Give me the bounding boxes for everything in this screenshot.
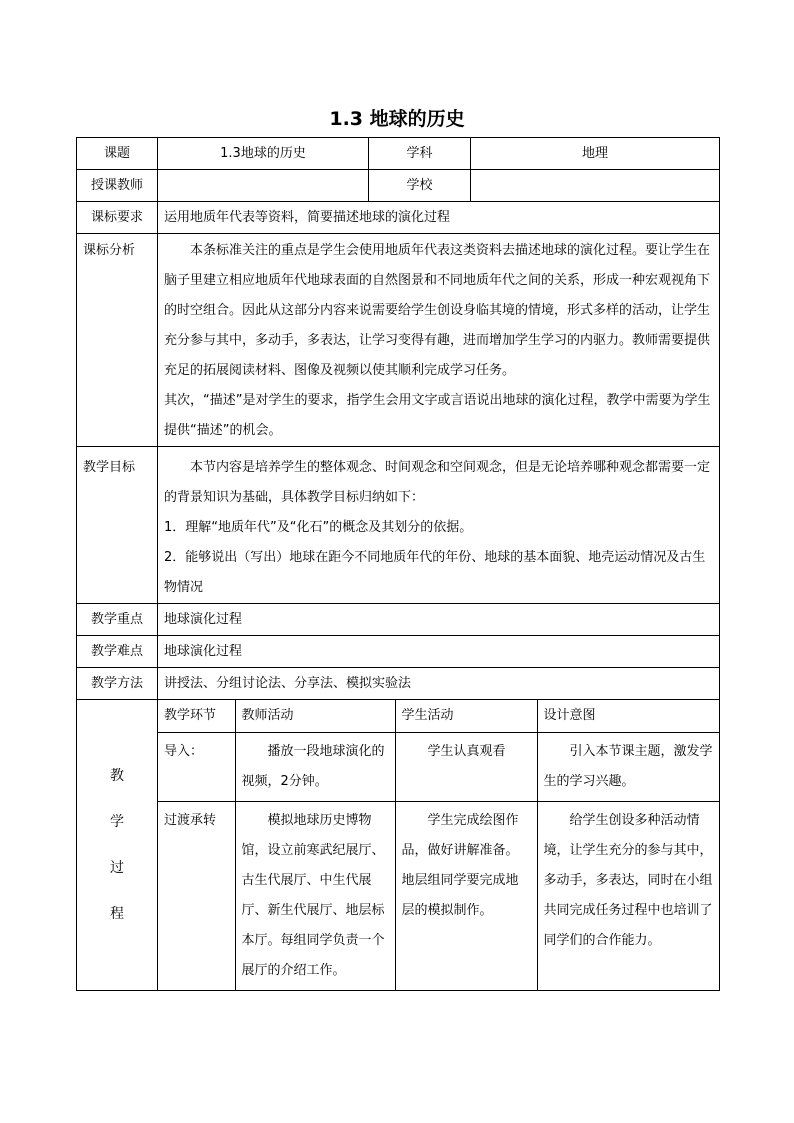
goals-item-2: 2．能够说出（写出）地球在距今不同地质年代的年份、地球的基本面貌、地壳运动情况及古生物情况 — [164, 550, 706, 595]
lesson-plan-table — [76, 137, 720, 991]
goals-label: 教学目标 — [77, 447, 158, 604]
analysis-paragraph-1: 本条标准关注的重点是学生会使用地质年代表这类资料去描述地球的演化过程。要让学生在脑子里建立相应地质年代地球表面的自然图景和不同地质年代之间的关系，形成一种宏观视角下的时空组合。因此从这部分内容来说需要给学生创设身临其境的情境，形式多样的活动，让学生充分参与其中，多动手，多表达，让学习变得有趣，进而增加学生学习的内驱力。教师需要提供充足的拓展阅读材料、图像及视频以使其顺利完成学习任务。 — [164, 243, 711, 378]
process-label-char-1: 教 — [110, 768, 124, 784]
difficulty-label: 教学难点 — [77, 636, 158, 668]
step-1-student: 学生认真观看 — [395, 733, 537, 802]
difficulty-value: 地球演化过程 — [158, 636, 720, 668]
goals-item-1: 1．理解“地质年代”及“化石”的概念及其划分的依据。 — [164, 520, 473, 535]
subject-label: 学科 — [369, 138, 471, 170]
topic-label: 课题 — [77, 138, 158, 170]
key-value: 地球演化过程 — [158, 604, 720, 636]
process-label-char-2: 学 — [110, 814, 124, 830]
standard-label: 课标要求 — [77, 202, 158, 234]
step-1-intent: 引入本节课主题，激发学生的学习兴趣。 — [537, 733, 720, 802]
process-cell — [158, 700, 720, 991]
process-table — [158, 700, 720, 990]
school-label: 学校 — [369, 170, 471, 202]
analysis-cell — [158, 234, 720, 447]
process-header-student: 学生活动 — [395, 700, 537, 733]
method-value: 讲授法、分组讨论法、分享法、模拟实验法 — [158, 668, 720, 700]
analysis-label: 课标分析 — [77, 234, 158, 447]
process-header-teacher: 教师活动 — [235, 700, 395, 733]
key-label: 教学重点 — [77, 604, 158, 636]
step-2-teacher: 模拟地球历史博物馆，设立前寒武纪展厅、古生代展厅、中生代展厅、新生代展厅、地层标本厅。每组同学负责一个展厅的介绍工作。 — [235, 802, 395, 991]
process-label-char-3: 过 — [110, 860, 124, 876]
document-title: 1.3 地球的历史 — [329, 108, 465, 130]
process-header-intent: 设计意图 — [537, 700, 720, 733]
standard-value: 运用地质年代表等资料，简要描述地球的演化过程 — [158, 202, 720, 234]
process-header-stage: 教学环节 — [158, 700, 235, 733]
method-label: 教学方法 — [77, 668, 158, 700]
process-label — [77, 700, 158, 991]
analysis-paragraph-2: 其次，“描述”是对学生的要求，指学生会用文字或言语说出地球的演化过程，教学中需要为学生提供“描述”的机会。 — [164, 393, 711, 438]
subject-value: 地理 — [471, 138, 720, 170]
step-2-stage: 过渡承转 — [158, 802, 235, 991]
school-value — [471, 170, 720, 202]
step-1-teacher: 播放一段地球演化的视频，2分钟。 — [235, 733, 395, 802]
process-label-char-4: 程 — [110, 906, 124, 922]
goals-paragraph: 本节内容是培养学生的整体观念、时间观念和空间观念，但是无论培养哪种观念都需要一定的背景知识为基础，具体教学目标归纳如下： — [164, 460, 711, 505]
step-1-stage: 导入： — [158, 733, 235, 802]
goals-cell — [158, 447, 720, 604]
topic-value: 1.3地球的历史 — [158, 138, 369, 170]
teacher-label: 授课教师 — [77, 170, 158, 202]
step-2-student: 学生完成绘图作品，做好讲解准备。地层组同学要完成地层的模拟制作。 — [395, 802, 537, 991]
step-2-intent: 给学生创设多种活动情境，让学生充分的参与其中，多动手，多表达，同时在小组共同完成任务过程中也培训了同学们的合作能力。 — [537, 802, 720, 991]
teacher-value — [158, 170, 369, 202]
